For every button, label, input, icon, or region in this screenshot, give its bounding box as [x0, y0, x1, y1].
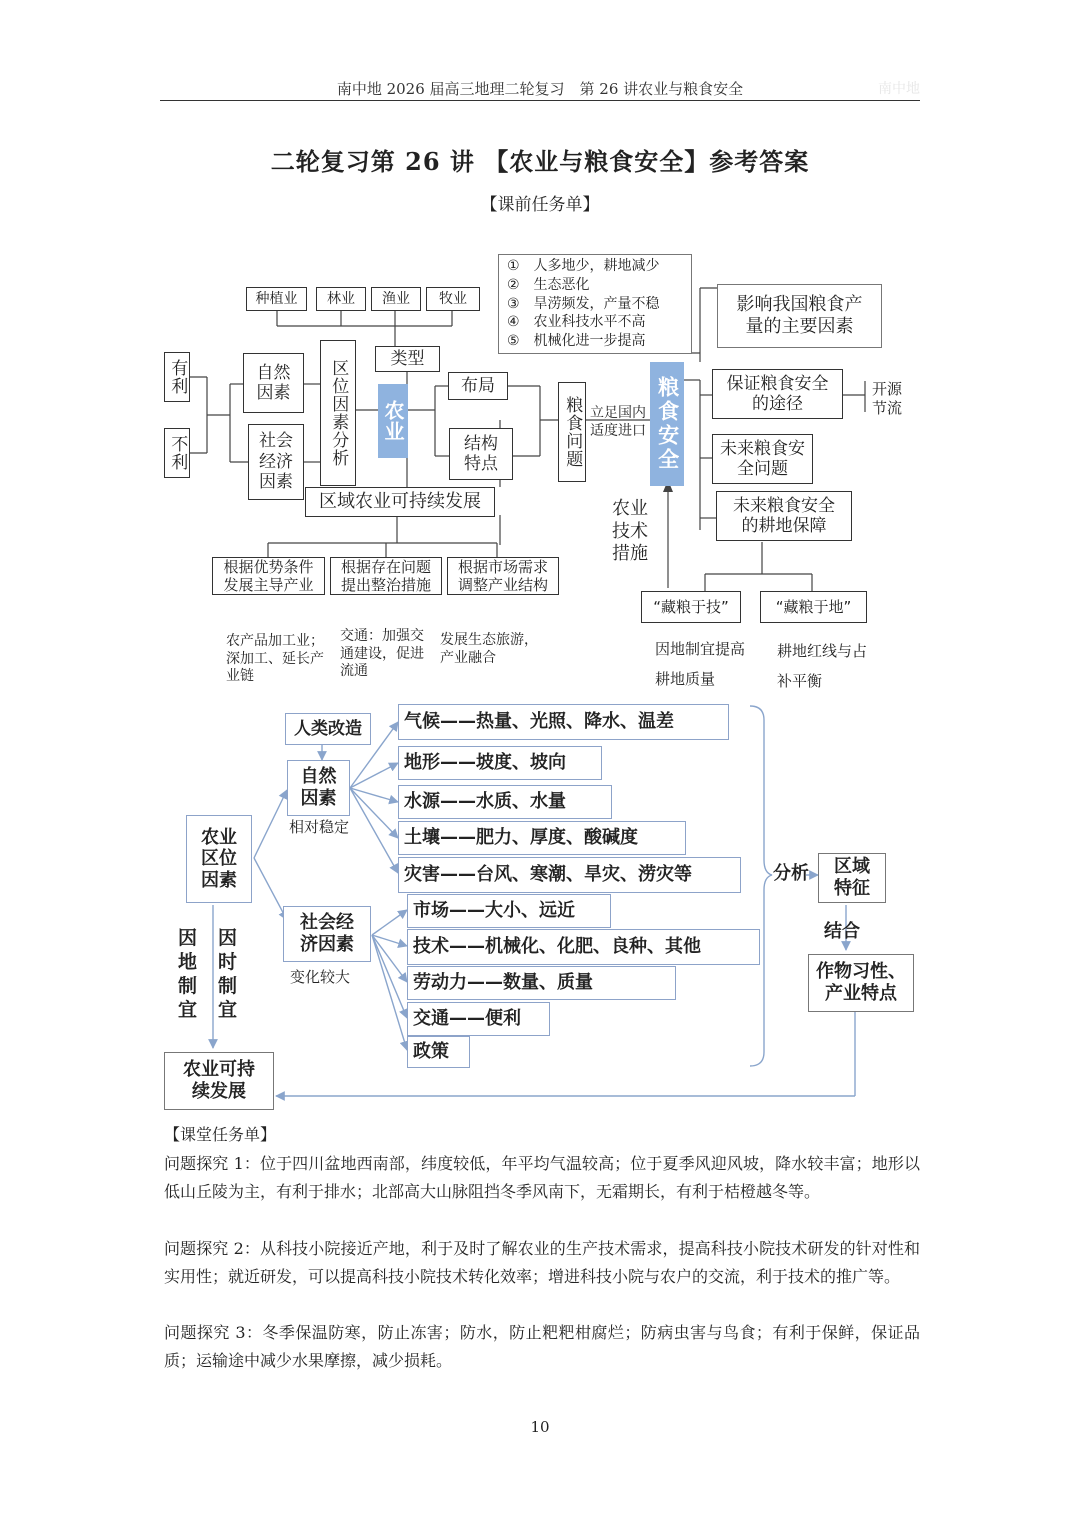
- box-renlei: 人类改造: [285, 713, 371, 745]
- factor-3: ③ 旱涝频发，产量不稳: [507, 295, 660, 312]
- box-cangji: “藏粮于技”: [641, 591, 741, 623]
- label-lizu: 立足国内适度进口: [590, 405, 646, 439]
- natural-item-3: 水源——水质、水量: [398, 785, 612, 819]
- label-yinshi: 因时制宜: [218, 927, 238, 1021]
- header-watermark: 南中地: [878, 81, 920, 97]
- label-nongye-jishu: 农业技术措施: [612, 498, 648, 564]
- factor-2: ② 生态恶化: [507, 276, 590, 293]
- sector-yuye: 渔业: [371, 287, 421, 311]
- label-jiehe: 结合: [824, 921, 860, 942]
- label-bianhua: 变化较大: [290, 968, 351, 986]
- answer-3: 问题探究 3：冬季保温防寒，防止冻害；防水，防止粑粑柑腐烂；防病虫害与鸟食；有利于保鲜，保证品质；运输途中减少水果摩擦，减少损耗。: [164, 1323, 920, 1370]
- page-number: 10: [530, 1418, 550, 1436]
- social-item-1: 市场——大小、远近: [407, 894, 611, 928]
- box-nongye: 农业: [378, 384, 408, 458]
- natural-item-2: 地形——坡度、坡向: [398, 746, 602, 780]
- note-cangji: 因地制宜提高耕地质量: [655, 640, 746, 688]
- box-ziran: 自然因素: [243, 353, 304, 413]
- sector-zhongzhi: 种植业: [246, 287, 307, 311]
- box-yingxiang: 影响我国粮食产量的主要因素: [717, 284, 882, 348]
- box-weilai: 未来粮食安全问题: [712, 434, 813, 484]
- answer-2: 问题探究 2：从科技小院接近产地，利于及时了解农业的生产技术需求，提高科技小院技术研发的针对性和实用性；就近研发，可以提高科技小院技术转化效率；增进科技小院与农户的交流，利于技术的推广等。: [164, 1239, 920, 1286]
- header-text: 南中地 2026 届高三地理二轮复习 第 26 讲农业与粮食安全: [336, 80, 744, 98]
- box-youli: 有利: [164, 352, 190, 402]
- document-title: 二轮复习第 26 讲 【农业与粮食安全】参考答案: [270, 147, 810, 176]
- box-kechixu2: 农业可持续发展: [164, 1052, 274, 1110]
- factor-5: ⑤ 机械化进一步提高: [507, 333, 646, 350]
- section-in-class: 【课堂任务单】: [164, 1125, 277, 1144]
- measure-2: 根据存在问题提出整治措施: [330, 557, 442, 595]
- box-liangshi-wenti: 粮食问题: [558, 382, 586, 482]
- box-jiegou: 结构特点: [449, 428, 513, 480]
- sector-muye: 牧业: [426, 287, 480, 311]
- note-cangdi: 耕地红线与占补平衡: [777, 642, 868, 690]
- box-shehui: 社会经济因素: [248, 424, 304, 500]
- box-liangshi-anquan: 粮食安全: [650, 362, 684, 486]
- note-2: 交通：加强交通建设，促进流通: [340, 628, 424, 679]
- box-leixing: 类型: [375, 346, 440, 372]
- social-item-5: 政策: [407, 1036, 470, 1068]
- box-buju: 布局: [448, 372, 508, 400]
- box-quwei: 区位因素分析: [320, 340, 356, 486]
- natural-item-1: 气候——热量、光照、降水、温差: [398, 704, 729, 740]
- label-fenxi: 分析: [773, 863, 809, 884]
- social-item-3: 劳动力——数量、质量: [407, 966, 676, 1000]
- social-item-4: 交通——便利: [407, 1002, 550, 1036]
- box-zuowu: 作物习性、产业特点: [808, 954, 914, 1012]
- sector-linye: 林业: [316, 287, 366, 311]
- factor-1: ① 人多地少，耕地减少: [507, 258, 660, 274]
- section-pre-class: 【课前任务单】: [480, 195, 600, 215]
- social-item-2: 技术——机械化、化肥、良种、其他: [407, 929, 760, 965]
- natural-item-4: 土壤——肥力、厚度、酸碱度: [398, 821, 686, 855]
- measure-1: 根据优势条件发展主导产业: [212, 557, 325, 595]
- box-baozheng: 保证粮食安全的途径: [712, 369, 843, 419]
- box-ziran2: 自然因素: [287, 760, 350, 816]
- box-gengdi: 未来粮食安全的耕地保障: [716, 491, 852, 541]
- factor-4: ④ 农业科技水平不高: [507, 314, 646, 331]
- label-xiangdui: 相对稳定: [289, 818, 350, 836]
- box-shehui2: 社会经济因素: [283, 906, 371, 962]
- label-yindi: 因地制宜: [178, 927, 198, 1021]
- note-1: 农产品加工业；深加工、延长产业链: [226, 633, 324, 684]
- natural-item-5: 灾害——台风、寒潮、旱灾、涝灾等: [398, 857, 741, 893]
- box-cangdi: “藏粮于地”: [760, 591, 867, 623]
- measure-3: 根据市场需求调整产业结构: [447, 557, 559, 595]
- box-kechixu: 区域农业可持续发展: [305, 487, 495, 517]
- box-nongye-quwei: 农业区位因素: [186, 815, 252, 903]
- label-kaiyuan: 开源节流: [872, 380, 903, 417]
- box-buli: 不利: [164, 428, 190, 478]
- answer-1: 问题探究 1：位于四川盆地西南部，纬度较低，年平均气温较高；位于夏季风迎风坡，降水较丰富；地形以低山丘陵为主，有利于排水；北部高大山脉阻挡冬季风南下，无霜期长，有利于桔橙越冬等。: [164, 1154, 920, 1201]
- box-quyu: 区域特征: [818, 853, 886, 903]
- note-3: 发展生态旅游，产业融合: [440, 632, 538, 666]
